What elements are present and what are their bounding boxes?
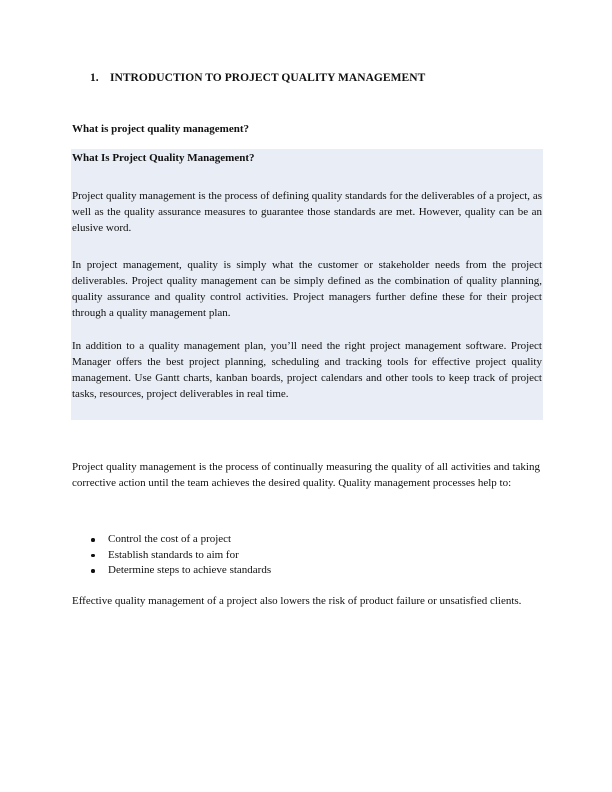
bullet-item — [72, 532, 540, 548]
bullet-item — [72, 563, 540, 579]
highlighted-paragraph: Project quality management is the process of defining quality standards for the deliverables of a project, as well as the quality assurance measures to guarantee those standards are met. However, quality can be an elusive word. — [72, 190, 542, 234]
subheading: What is project quality management? — [72, 123, 250, 135]
bullet-list — [72, 532, 540, 579]
intro-paragraph: Project quality management is the process of continually measuring the quality of all activities and taking corrective action until the team achieves the desired quality. Quality management processes help to: — [72, 461, 540, 489]
bullet-icon — [91, 538, 95, 542]
section-title: INTRODUCTION TO PROJECT QUALITY MANAGEMENT — [109, 72, 426, 84]
bullet-icon — [91, 554, 95, 558]
bullet-item — [72, 548, 540, 564]
closing-paragraph: Effective quality management of a project also lowers the risk of product failure or unsatisfied clients. — [72, 595, 522, 607]
highlighted-paragraph: In addition to a quality management plan, you’ll need the right project management software. Project Manager offers the best project planning, scheduling and tracking tools for effective project quality management. Use Gantt charts, kanban boards, project calendars and other tools to keep track of project tasks, resources, project deliverables in real time. — [72, 340, 542, 400]
bullet-text: Establish standards to aim for — [108, 548, 239, 561]
bullet-text: Determine steps to achieve standards — [108, 564, 272, 577]
highlighted-block-title: What Is Project Quality Management? — [72, 152, 255, 164]
section-number: 1. — [90, 72, 99, 84]
section-heading — [90, 72, 425, 84]
bullet-text: Control the cost of a project — [108, 533, 232, 545]
highlighted-block — [71, 149, 543, 420]
bullet-icon — [91, 569, 95, 573]
highlighted-paragraph: In project management, quality is simply what the customer or stakeholder needs from the project deliverables. Project quality management can be simply defined as the combination of quality planning, quality assurance and quality control activities. Project managers further define these for their project through a quality management plan. — [72, 259, 542, 319]
